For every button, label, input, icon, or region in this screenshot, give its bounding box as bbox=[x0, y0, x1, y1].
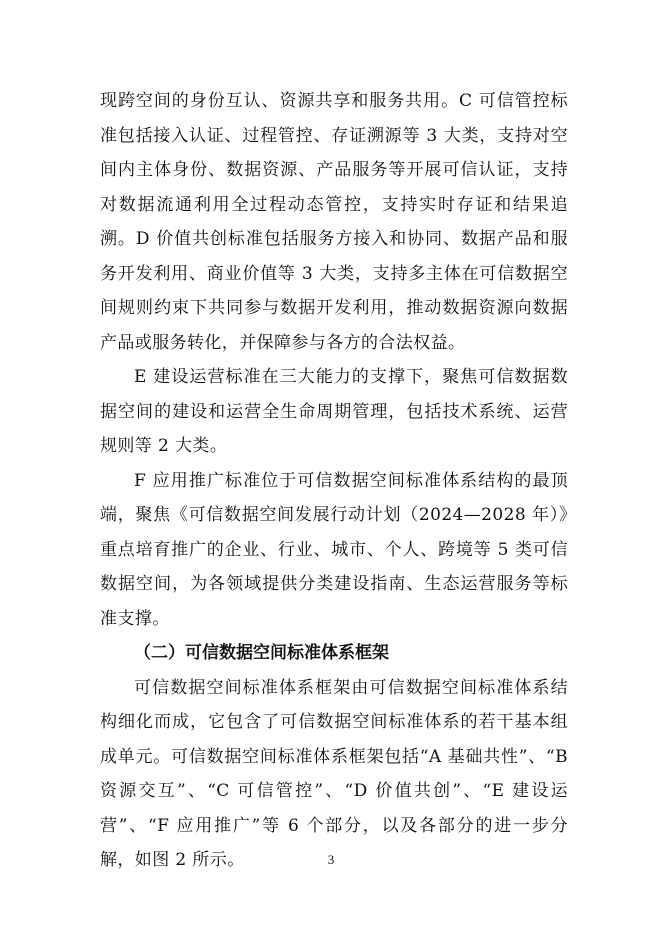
paragraph-f-standards: F 应用推广标准位于可信数据空间标准体系结构的最顶端，聚焦《可信数据空间发展行动计划（2024—2028 年）》重点培育推广的企业、行业、城市、个人、跨境等 5 类可信数据空间，为各领域提供分类建设指南、生态运营服务等标准支撑。 bbox=[100, 470, 568, 629]
section-heading: （二）可信数据空间标准体系框架 bbox=[134, 643, 389, 663]
page-number: 3 bbox=[327, 852, 335, 867]
body-text bbox=[100, 84, 568, 878]
paragraph-framework: 可信数据空间标准体系框架由可信数据空间标准体系结构细化而成，它包含了可信数据空间标准体系的若干基本组成单元。可信数据空间标准体系框架包括“A 基础共性”、“B 资源交互”、“C 可信管控”、“D 价值共创”、“E 建设运营”、“F 应用推广”等 6 个部分，以及各部分的进一步分解，如图 2 所示。 bbox=[100, 677, 568, 870]
paragraph-c-d-standards: 现跨空间的身份互认、资源共享和服务共用。C 可信管控标准包括接入认证、过程管控、存证溯源等 3 大类，支持对空间内主体身份、数据资源、产品服务等开展可信认证，支持对数据流通利用全过程动态管控，支持实时存证和结果追溯。D 价值共创标准包括服务方接入和协同、数据产品和服务开发利用、商业价值等 3 大类，支持多主体在可信数据空间规则约束下共同参与数据开发利用，推动数据资源向数据产品或服务转化，并保障参与各方的合法权益。 bbox=[100, 91, 568, 353]
paragraph-e-standards: E 建设运营标准在三大能力的支撑下，聚焦可信数据数据空间的建设和运营全生命周期管理，包括技术系统、运营规则等 2 大类。 bbox=[100, 367, 568, 456]
